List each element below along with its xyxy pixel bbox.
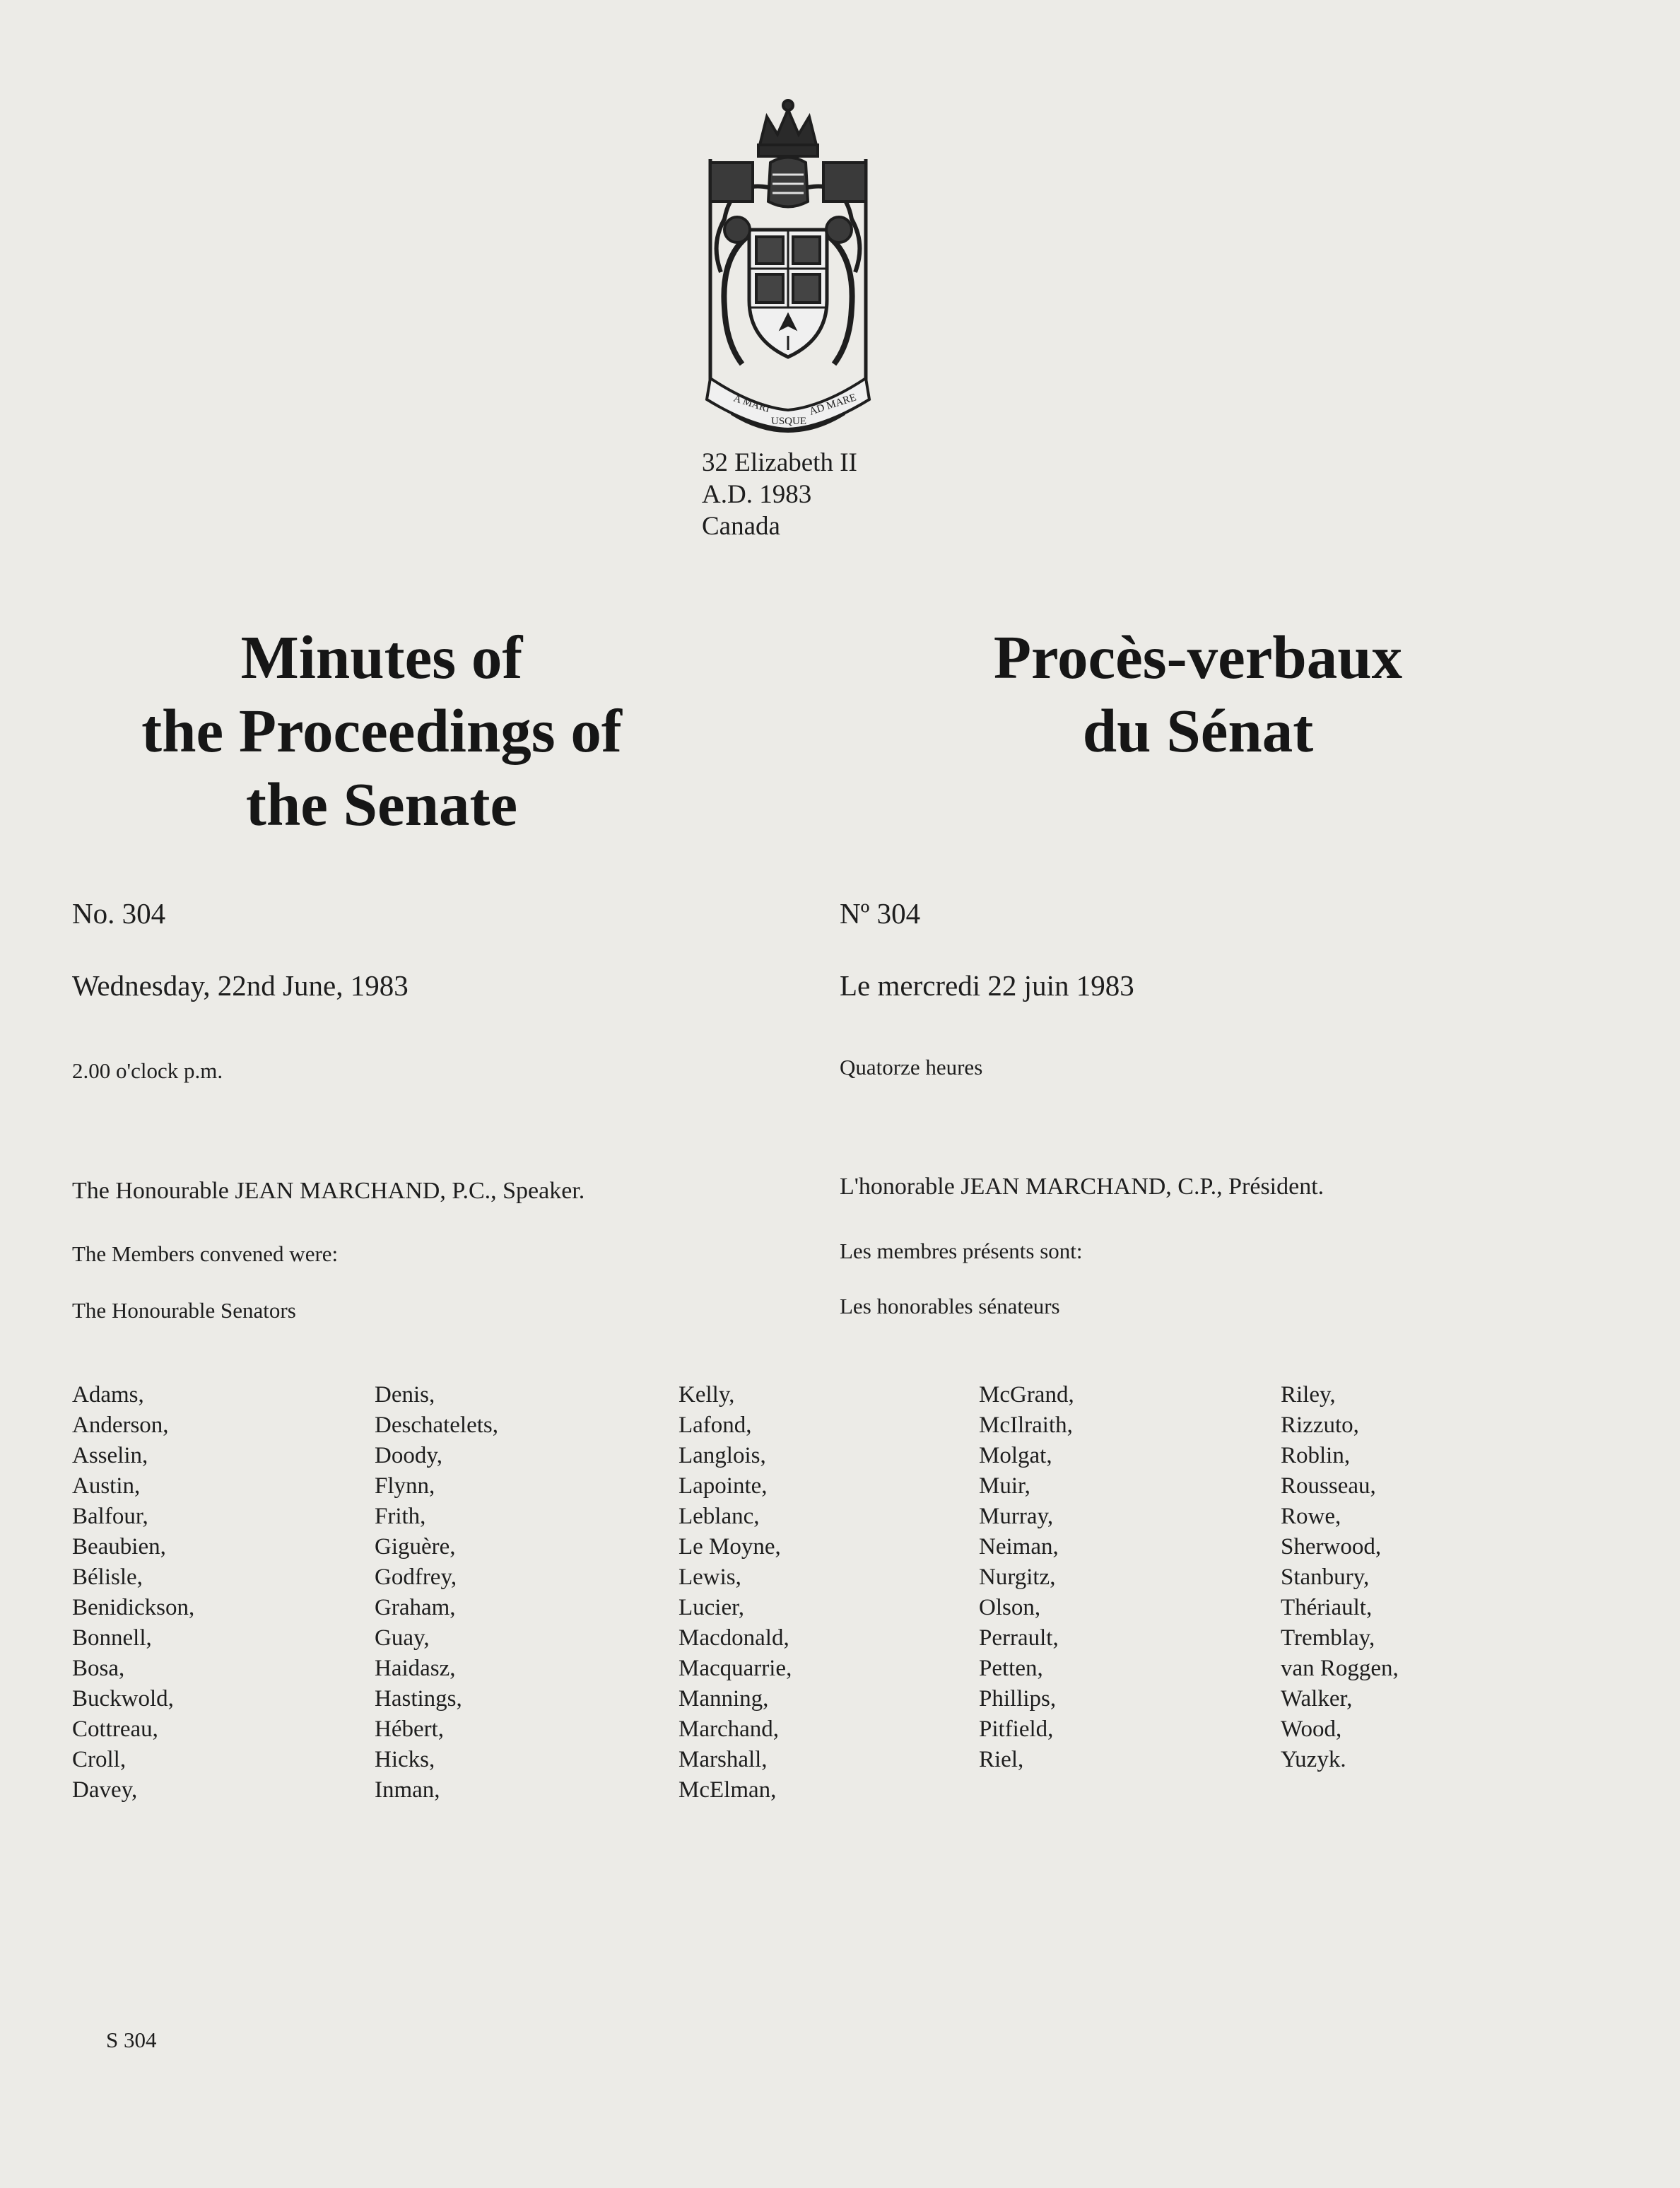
date-fr: Le mercredi 22 juin 1983 xyxy=(840,969,1134,1002)
issue-number-en: No. 304 xyxy=(72,897,166,930)
senator-name: Thériault, xyxy=(1281,1595,1373,1620)
senator-name: Tremblay, xyxy=(1281,1625,1375,1651)
regnal-line-1: 32 Elizabeth II xyxy=(702,448,857,477)
motto-center: USQUE xyxy=(771,416,807,427)
speaker-fr: L'honorable JEAN MARCHAND, C.P., Président. xyxy=(840,1174,1324,1200)
regnal-line-2: A.D. 1983 xyxy=(702,480,812,509)
senator-name: Lewis, xyxy=(679,1564,741,1590)
senator-name: Hastings, xyxy=(375,1686,462,1712)
date-en: Wednesday, 22nd June, 1983 xyxy=(72,969,409,1002)
senator-name: Rowe, xyxy=(1281,1504,1341,1529)
senator-name: Graham, xyxy=(375,1595,456,1620)
senator-column-5 xyxy=(1281,1380,1399,1775)
members-fr: Les membres présents sont: xyxy=(840,1239,1083,1263)
senator-name: Pitfield, xyxy=(979,1716,1054,1742)
senator-name: Stanbury, xyxy=(1281,1564,1370,1590)
senator-name: Adams, xyxy=(72,1382,144,1408)
title-fr-line-1: Procès-verbaux xyxy=(993,623,1403,691)
senator-name: McElman, xyxy=(679,1777,777,1803)
regnal-year xyxy=(702,447,857,542)
senator-name: Yuzyk. xyxy=(1281,1747,1346,1772)
senator-name: Frith, xyxy=(375,1504,426,1529)
senator-name: Riel, xyxy=(979,1747,1024,1772)
senator-name: Perrault, xyxy=(979,1625,1059,1651)
senator-name: Petten, xyxy=(979,1656,1043,1681)
senator-name: Asselin, xyxy=(72,1443,148,1468)
senator-name: Manning, xyxy=(679,1686,769,1712)
coat-of-arms-icon xyxy=(682,95,894,449)
senator-name: Sherwood, xyxy=(1281,1534,1382,1560)
title-french xyxy=(951,621,1445,768)
senator-name: Deschatelets, xyxy=(375,1412,499,1438)
members-en: The Members convened were: xyxy=(72,1241,339,1266)
senator-name: Lapointe, xyxy=(679,1473,768,1499)
senator-name: Roblin, xyxy=(1281,1443,1351,1468)
motto-left: A MARI xyxy=(732,392,772,416)
senator-name: Hicks, xyxy=(375,1747,435,1772)
senator-column-4 xyxy=(979,1380,1074,1775)
title-en-line-3: the Senate xyxy=(245,770,518,838)
senator-name: Rousseau, xyxy=(1281,1473,1376,1499)
senator-name: Lucier, xyxy=(679,1595,745,1620)
senator-name: Cottreau, xyxy=(72,1716,158,1742)
senator-name: Doody, xyxy=(375,1443,442,1468)
senator-name: Austin, xyxy=(72,1473,141,1499)
senators-heading-en: The Honourable Senators xyxy=(72,1298,296,1323)
senator-name: Wood, xyxy=(1281,1716,1342,1742)
senator-name: McIlraith, xyxy=(979,1412,1073,1438)
senator-name: Olson, xyxy=(979,1595,1041,1620)
senator-name: Benidickson, xyxy=(72,1595,195,1620)
senator-name: Riley, xyxy=(1281,1382,1336,1408)
senator-column-1 xyxy=(72,1380,194,1806)
senator-name: Nurgitz, xyxy=(979,1564,1056,1590)
senator-name: Guay, xyxy=(375,1625,430,1651)
senator-name: Buckwold, xyxy=(72,1686,174,1712)
senator-name: Haidasz, xyxy=(375,1656,456,1681)
senator-name: Leblanc, xyxy=(679,1504,760,1529)
senator-name: Anderson, xyxy=(72,1412,169,1438)
senator-name: McGrand, xyxy=(979,1382,1074,1408)
title-en-line-2: the Proceedings of xyxy=(141,696,622,765)
senator-name: Molgat, xyxy=(979,1443,1052,1468)
senator-name: Davey, xyxy=(72,1777,138,1803)
senator-name: Marshall, xyxy=(679,1747,768,1772)
issue-number-fr: Nº 304 xyxy=(840,897,921,930)
title-en-line-1: Minutes of xyxy=(240,623,523,691)
title-fr-line-2: du Sénat xyxy=(1082,696,1314,765)
time-fr: Quatorze heures xyxy=(840,1055,983,1080)
senator-name: Inman, xyxy=(375,1777,440,1803)
time-en: 2.00 o'clock p.m. xyxy=(72,1058,223,1083)
senator-name: Rizzuto, xyxy=(1281,1412,1359,1438)
senator-name: Beaubien, xyxy=(72,1534,166,1560)
senator-name: Balfour, xyxy=(72,1504,148,1529)
title-english xyxy=(141,621,622,841)
speaker-en: The Honourable JEAN MARCHAND, P.C., Speaker. xyxy=(72,1178,585,1204)
senator-name: Hébert, xyxy=(375,1716,445,1742)
senator-name: Godfrey, xyxy=(375,1564,457,1590)
senator-column-3 xyxy=(679,1380,792,1806)
senator-name: Lafond, xyxy=(679,1412,752,1438)
senator-name: Giguère, xyxy=(375,1534,456,1560)
senators-heading-fr: Les honorables sénateurs xyxy=(840,1294,1060,1318)
page-footer-code: S 304 xyxy=(106,2028,157,2052)
senator-name: Macquarrie, xyxy=(679,1656,792,1681)
senator-name: van Roggen, xyxy=(1281,1656,1399,1681)
senator-name: Croll, xyxy=(72,1747,127,1772)
motto-right: AD MARE xyxy=(808,392,858,418)
senator-name: Walker, xyxy=(1281,1686,1353,1712)
senator-name: Bélisle, xyxy=(72,1564,143,1590)
regnal-line-3: Canada xyxy=(702,512,780,541)
senator-name: Bosa, xyxy=(72,1656,125,1681)
senator-name: Kelly, xyxy=(679,1382,735,1408)
senator-name: Muir, xyxy=(979,1473,1030,1499)
senator-name: Le Moyne, xyxy=(679,1534,781,1560)
senator-name: Neiman, xyxy=(979,1534,1059,1560)
senator-name: Bonnell, xyxy=(72,1625,152,1651)
senator-name: Macdonald, xyxy=(679,1625,789,1651)
senator-name: Denis, xyxy=(375,1382,435,1408)
senator-name: Flynn, xyxy=(375,1473,435,1499)
senator-column-2 xyxy=(375,1380,498,1806)
senator-name: Langlois, xyxy=(679,1443,766,1468)
senator-name: Marchand, xyxy=(679,1716,780,1742)
senator-name: Murray, xyxy=(979,1504,1054,1529)
senator-name: Phillips, xyxy=(979,1686,1057,1712)
